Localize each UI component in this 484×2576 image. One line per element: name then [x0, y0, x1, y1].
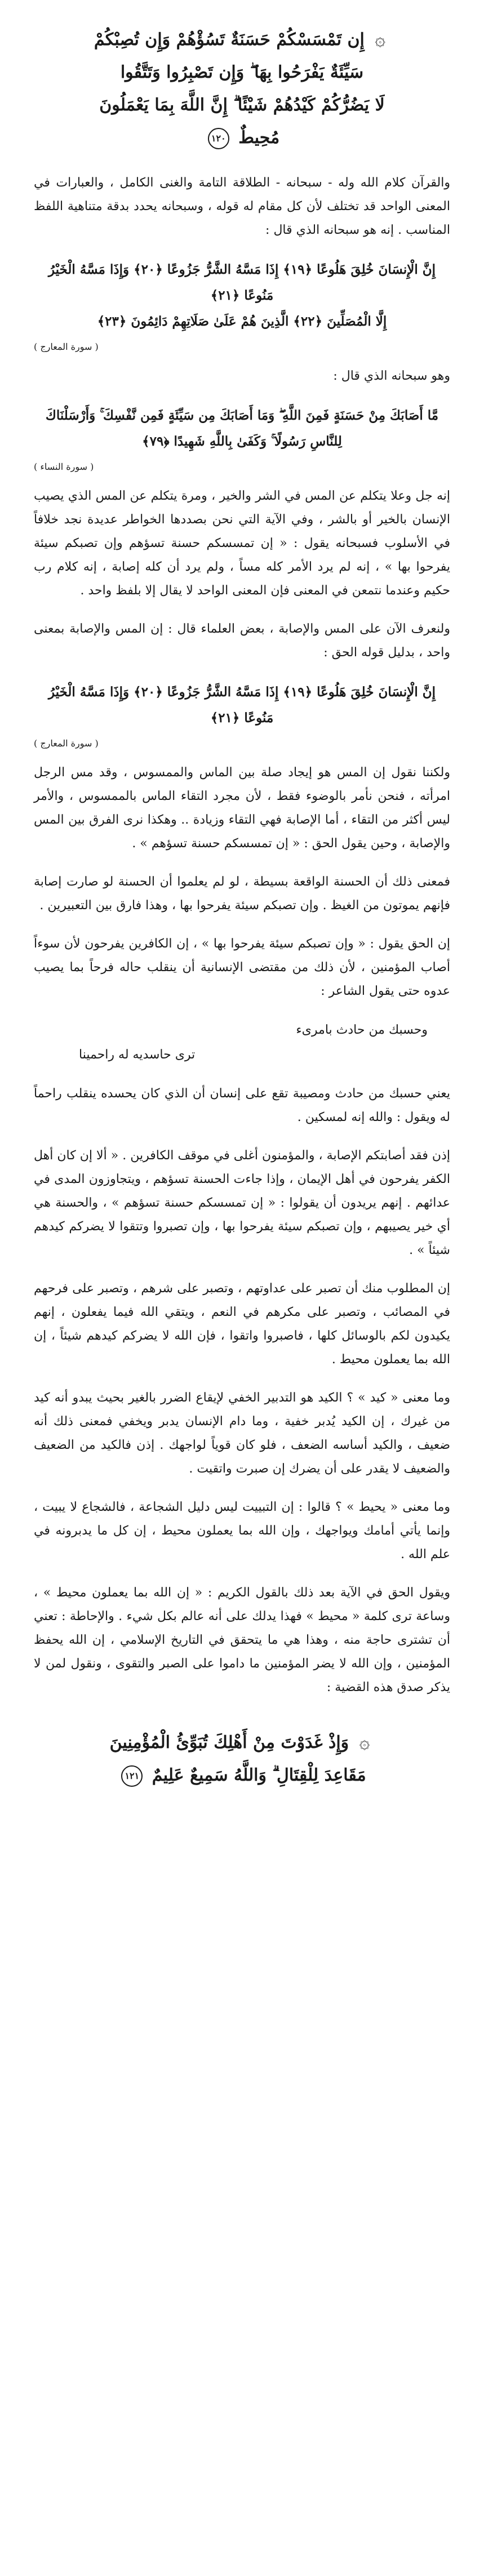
paragraph: ولكننا نقول إن المس هو إيجاد صلة بين الماس والممسوس ، وقد مس الرجل امرأته ، فنحن نأمر بالوضوء فقط ، لأن مجرد التقاء الماس بالممسوس ، والأمر ليس أكثر من التقاء ، أما الإصابة فهي التقاء وزيادة .. وهكذا نرى الفرق بين المس والإصابة ، وحين يقول الحق : « إن تمسسكم حسنة تسؤهم » .	[34, 766, 450, 851]
paragraph: يعني حسبك من حادث ومصيبة تقع على إنسان أن الذي كان يحسده ينقلب راحماً له ويقول : والله إنه لمسكين .	[34, 1087, 450, 1124]
ayah-number: ١٢١	[121, 1765, 143, 1787]
paragraph: وما معنى « يحيط » ؟ قالوا : إن التبييت ليس دليل الشجاعة ، فالشجاع لا يبيت ، وإنما يأتي أمامك ويواجهك ، وإن الله بما يعملون محيط ، إن كل ما يدبرونه في علم الله .	[34, 1500, 450, 1561]
verse-text: وَإِذْ غَدَوْتَ مِنْ أَهْلِكَ تُبَوِّئُ الْمُؤْمِنِينَ	[109, 1733, 349, 1752]
paragraph: ولنعرف الآن على المس والإصابة ، بعض العلماء قال : إن المس والإصابة بمعنى واحد ، بدليل قوله الحق :	[34, 622, 450, 660]
top-verse	[45, 23, 439, 154]
paragraph: إن الحق يقول : « وإن تصبكم سيئة يفرحوا بها » ، إن الكافرين يفرحون لأن سوءاً أصاب المؤمنين ، لأن ذلك من مقتضى الإنسانية أن ينقلب حاله فرحاً بما يصيب عدوه حتى يقول الشاعر :	[34, 937, 450, 998]
verse-line	[45, 122, 439, 154]
paragraph: وهو سبحانه الذي قال :	[333, 369, 450, 383]
paragraph: ويقول الحق في الآية بعد ذلك بالقول الكريم : « إن الله بما يعملون محيط » ، وساعة ترى كلمة « محيط » فهذا يدلك على أنه عالم بكل شيء . والإحاطة : تعني أن تشترى حاجة منه ، وهذا هي ما يتحقق في التاريخ الإسلامي ، إن الله يحفظ المؤمنين ، وإن الله لا يضر المؤمنين ما داموا على الصبر والتقوى ، ونقول لمن لا يذكر صدق هذه القضية :	[34, 1586, 450, 1694]
ayah-number: ١٢٠	[208, 128, 229, 149]
verse-text: مُحِيطٌ	[238, 128, 280, 148]
verse-line: لِلنَّاسِ رَسُولًا ۚ وَكَفَىٰ بِاللَّهِ شَهِيدًا ﴿٧٩﴾	[142, 434, 342, 449]
paragraph: إن المطلوب منك أن تصبر على عداوتهم ، وتصبر على شرهم ، وتصبر على فرحهم في المصائب ، وتصبر على مكرهم في النعم ، ويتقي الله فيما يفعلون ، إنهم يكيدون لكم بالوسائل كلها ، فاصبروا واتقوا ، فإن الله لا يضركم كيدهم شيئاً ، إن الله بما يعملون محيط .	[34, 1282, 450, 1367]
verse-line: مَنُوعًا ﴿٢١﴾	[210, 710, 274, 726]
verse-line	[45, 23, 439, 56]
verse-line: إِلَّا الْمُصَلِّينَ ﴿٢٢﴾ الَّذِينَ هُمْ عَلَىٰ صَلَاتِهِمْ دَائِمُونَ ﴿٢٣﴾	[97, 314, 387, 329]
paragraph: إنه جل وعلا يتكلم عن المس في الشر والخير ، ومرة يتكلم عن المس الذي يصيب الإنسان بالخير أو بالشر ، وفي الآية التي نحن بصددها الخواطر عديدة نجد خلافاً في الأسلوب فسبحانه يقول : « إن تمسسكم حسنة تسؤهم وإن تصبكم سيئة يفرحوا بها » ، إنه لم يرد الأمر كله مساً ، ولم يرد أن كله إصابة ، إنه كلام رب حكيم وعندما نتمعن في المعنى فإن المعنى الواحد لا يقال إلا بلفظ واحد .	[34, 489, 450, 598]
paragraph: فمعنى ذلك أن الحسنة الواقعة بسيطة ، لو لم يعلموا أن الحسنة لو صارت إصابة فإنهم يموتون من الغيظ . وإن تصبكم سيئة يفرحوا بها ، وهذا فارق بين التعبيرين .	[34, 875, 450, 913]
spacer	[34, 1714, 450, 1725]
paragraph: والقرآن كلام الله وله - سبحانه - الطلاقة التامة والغنى الكامل ، والعبارات في المعنى الواحد قد تختلف لأن كل مقام له قوله ، وسبحانه يحدد بدقة متناهية اللفظ المناسب . إنه هو سبحانه الذي قال :	[34, 176, 450, 237]
quoted-verse	[45, 679, 439, 731]
verse-source: ( سورة النساء )	[34, 461, 94, 472]
verse-line	[45, 1725, 439, 1759]
verse-line: إِنَّ الْإِنسَانَ خُلِقَ هَلُوعًا ﴿١٩﴾ إِذَا مَسَّهُ الشَّرُّ جَزُوعًا ﴿٢٠﴾ وَإِذَا مَسَّهُ الْخَيْرُ مَنُوعًا ﴿٢١﴾	[48, 262, 436, 303]
quoted-verse	[45, 403, 439, 455]
bottom-verse	[45, 1725, 439, 1792]
verse-text: مَقَاعِدَ لِلْقِتَالِ ۗ وَاللَّهُ سَمِيعٌ عَلِيمٌ	[152, 1765, 366, 1785]
paragraph: وما معنى « كيد » ؟ الكيد هو التدبير الخفي لإيقاع الضرر بالغير بحيث يبدو أنه كيد من غيرك ، إن الكيد يُدبر خفية ، وما دام الإنسان يدبر ويخفي فمعنى ذلك أنه ضعيف ، والكيد أساسه الضعف ، فلو كان قوياً لواجهك . إذن فالكيد من الضعيف والضعيف لا يقدر على أن يضرك إن صبرت واتقيت .	[34, 1391, 450, 1476]
verse-line: مَّا أَصَابَكَ مِنْ حَسَنَةٍ فَمِنَ اللَّهِ ۖ وَمَا أَصَابَكَ مِن سَيِّئَةٍ فَمِن نَّفْسِكَ ۚ وَأَرْسَلْنَاكَ	[45, 408, 439, 423]
verse-line: لَا يَضُرُّكُمْ كَيْدُهُمْ شَيْئًا ۗ إِنَّ اللَّهَ بِمَا يَعْمَلُونَ	[99, 95, 385, 115]
verse-source: ( سورة المعارج )	[34, 341, 99, 352]
poem	[34, 1018, 450, 1067]
verse-source: ( سورة المعارج )	[34, 738, 99, 749]
poem-hemistich: وحسبك من حادث بامرىء	[296, 1023, 428, 1037]
verse-line: سَيِّئَةٌ يَفْرَحُوا بِهَا ۖ وَإِن تَصْبِرُوا وَتَتَّقُوا	[120, 63, 364, 82]
verse-line	[45, 1759, 439, 1792]
paragraph: إذن فقد أصابتكم الإصابة ، والمؤمنون أغلى في موقف الكافرين . « ألا إن كان أهل الكفر يفرحون في أهل الإيمان ، وإذا جاءت الحسنة تسؤهم ، ويتجاوزون المدى في عدائهم . إنهم يريدون أن يقولوا : « إن تمسسكم حسنة تسؤهم » ، والحسنة هي أي خير يصيبهم ، وإن تصبكم سيئة يفرحوا بها ، وإن تصبروا وتتقوا لا يضركم كيدهم شيئاً » .	[34, 1149, 451, 1257]
poem-hemistich: ترى حاسديه له راحمينا	[79, 1048, 196, 1062]
ornament-icon: ۞	[375, 28, 386, 50]
ornament-icon: ۞	[359, 1731, 370, 1752]
verse-line: إِنَّ الْإِنسَانَ خُلِقَ هَلُوعًا ﴿١٩﴾ إِذَا مَسَّهُ الشَّرُّ جَزُوعًا ﴿٢٠﴾ وَإِذَا مَسَّهُ الْخَيْرُ	[48, 684, 436, 700]
quoted-verse	[45, 257, 439, 335]
verse-text: إِن تَمْسَسْكُمْ حَسَنَةٌ تَسُؤْهُمْ وَإِن تُصِبْكُمْ	[94, 30, 365, 50]
